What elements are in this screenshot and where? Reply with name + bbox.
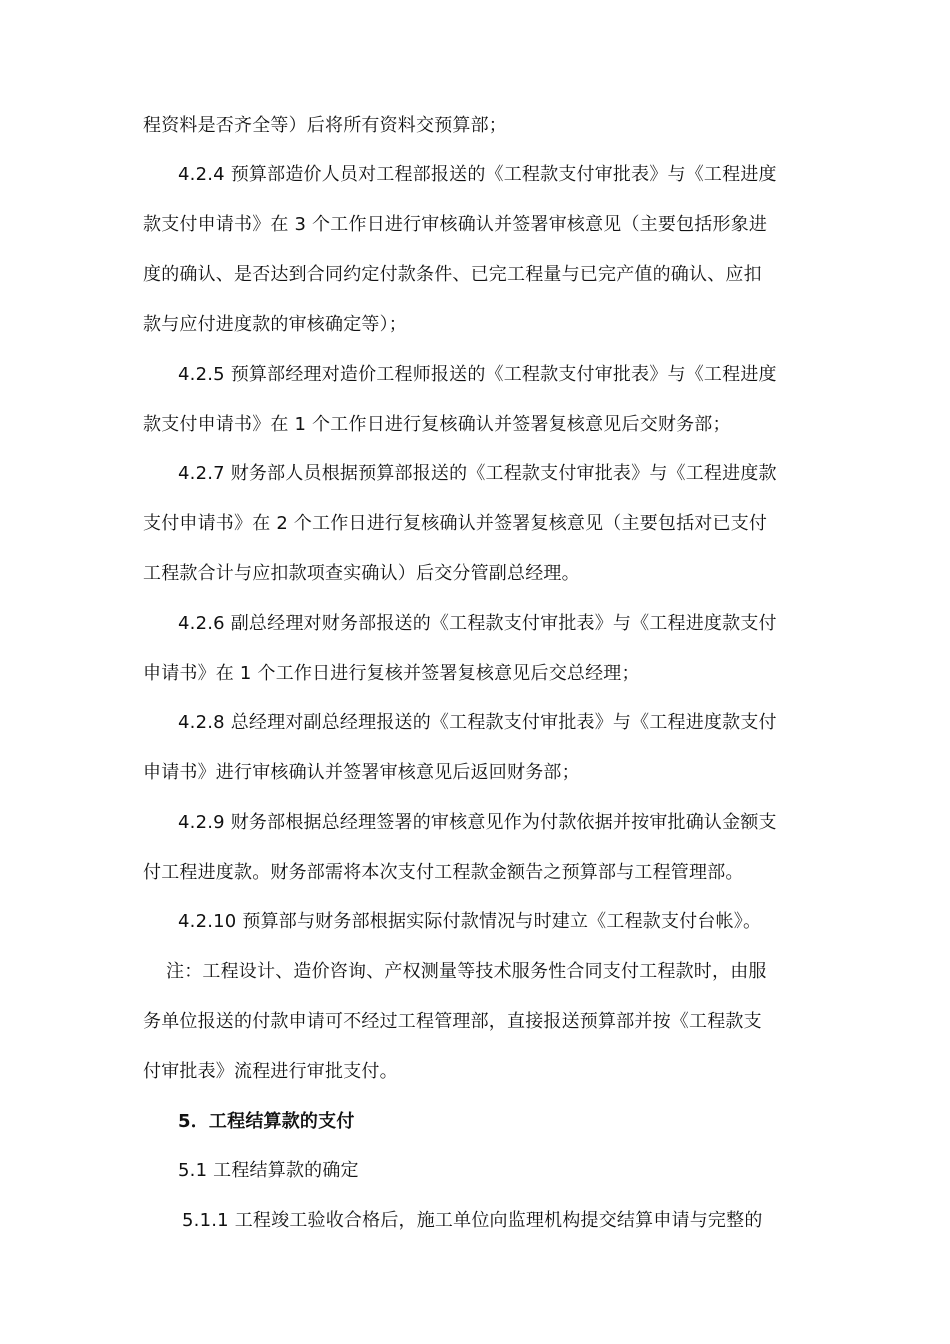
note-line: 注：工程设计、造价咨询、产权测量等技术服务性合同支付工程款时，由服 xyxy=(166,961,767,982)
text-line: 务单位报送的付款申请可不经过工程管理部，直接报送预算部并按《工程款支 xyxy=(143,1011,762,1032)
text-line: 4.2.10 预算部与财务部根据实际付款情况与时建立《工程款支付台帐》。 xyxy=(178,911,762,932)
text-line: 度的确认、是否达到合同约定付款条件、已完工程量与已完产值的确认、应扣 xyxy=(143,264,762,285)
text-line: 工程款合计与应扣款项查实确认）后交分管副总经理。 xyxy=(143,563,580,584)
text-line: 款支付申请书》在 3 个工作日进行审核确认并签署审核意见（主要包括形象进 xyxy=(143,214,768,235)
text-line: 程资料是否齐全等）后将所有资料交预算部； xyxy=(143,115,507,136)
text-line: 4.2.6 副总经理对财务部报送的《工程款支付审批表》与《工程进度款支付 xyxy=(178,613,777,634)
text-line: 付工程进度款。财务部需将本次支付工程款金额告之预算部与工程管理部。 xyxy=(143,862,744,883)
text-line: 支付申请书》在 2 个工作日进行复核确认并签署复核意见（主要包括对已支付 xyxy=(143,513,768,534)
text-line: 4.2.9 财务部根据总经理签署的审核意见作为付款依据并按审批确认金额支 xyxy=(178,812,777,833)
text-line: 款与应付进度款的审核确定等）； xyxy=(143,314,407,335)
text-line: 申请书》在 1 个工作日进行复核并签署复核意见后交总经理； xyxy=(143,663,640,684)
text-line: 5.1.1 工程竣工验收合格后，施工单位向监理机构提交结算申请与完整的 xyxy=(182,1210,763,1231)
text-line: 4.2.7 财务部人员根据预算部报送的《工程款支付审批表》与《工程进度款 xyxy=(178,463,777,484)
text-line: 付审批表》流程进行审批支付。 xyxy=(143,1061,398,1082)
text-line: 4.2.8 总经理对副总经理报送的《工程款支付审批表》与《工程进度款支付 xyxy=(178,712,777,733)
section-heading: 5．工程结算款的支付 xyxy=(178,1111,355,1132)
text-line: 4.2.4 预算部造价人员对工程部报送的《工程款支付审批表》与《工程进度 xyxy=(178,164,777,185)
subsection-heading: 5.1 工程结算款的确定 xyxy=(178,1160,359,1181)
text-line: 申请书》进行审核确认并签署审核意见后返回财务部； xyxy=(143,762,580,783)
text-line: 款支付申请书》在 1 个工作日进行复核确认并签署复核意见后交财务部； xyxy=(143,414,731,435)
text-line: 4.2.5 预算部经理对造价工程师报送的《工程款支付审批表》与《工程进度 xyxy=(178,364,777,385)
